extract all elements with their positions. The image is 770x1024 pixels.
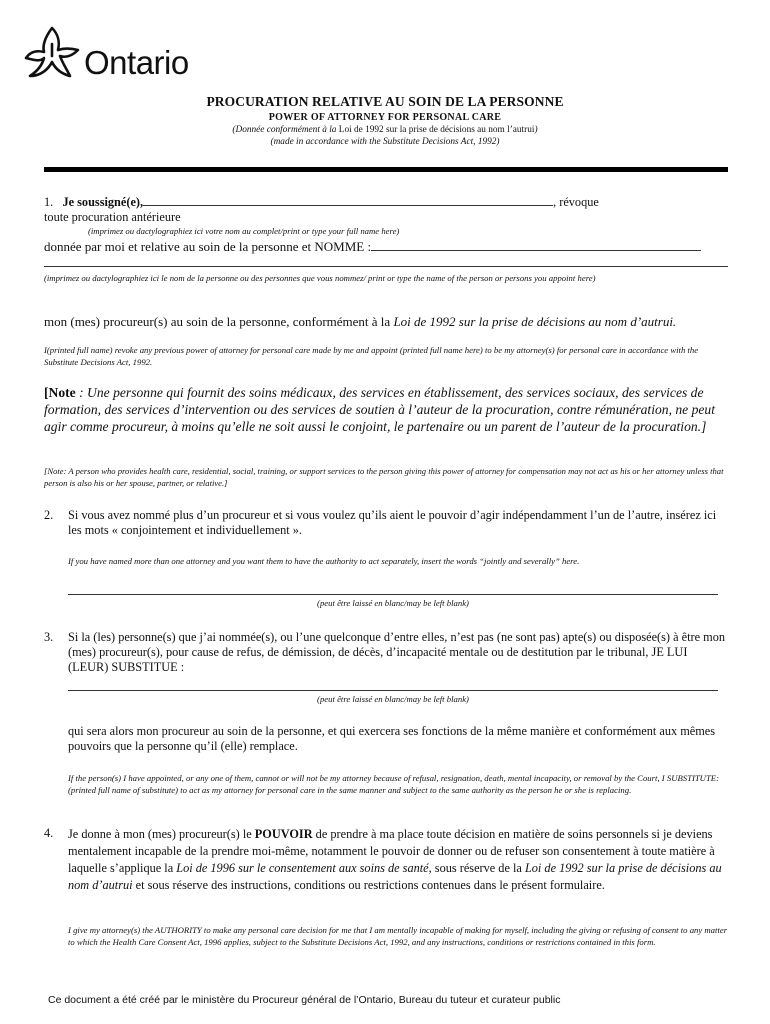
section-2-number: 2. <box>44 508 54 522</box>
section-4-fr: Je donne à mon (mes) procureur(s) le POUVOIR de prendre à ma place toute décision en matière de soins personnels si je deviens mentalement incapable de la prendre moi-même, notamment le pouvoir de donner ou de refuser son consentement à toute matière à laquelle s’applique la Loi de 1996 sur le consentement aux soins de santé, sous réserve de la Loi de 1992 sur la prise de décisions au nom d’autrui et sous réserve des instructions, conditions ou restrictions contenues dans le présent formulaire. <box>68 827 722 892</box>
form-title-en: POWER OF ATTORNEY FOR PERSONAL CARE <box>268 112 502 123</box>
section-3-number: 3. <box>44 630 54 644</box>
section-1-hint-attorney: (imprimez ou dactylographiez ici le nom de la personne ou des personnes que vous nommez/ print or type the name of the person or persons you appoint here) <box>44 273 596 283</box>
form-title-fr: PROCURATION RELATIVE AU SOIN DE LA PERSONNE <box>206 94 564 109</box>
note-en: [Note: A person who provides health care, residential, social, training, or support services to the person giving this power of attorney for compensation may not act as his or her attorney unless that person is also his or her spouse, partner, or relative.] <box>44 466 724 488</box>
full-name-field[interactable] <box>143 195 553 206</box>
section-1-appoint-fr: mon (mes) procureur(s) au soin de la personne, conformément à la Loi de 1992 sur la prise de décisions au nom d’autrui. <box>44 314 677 329</box>
section-3-fr: Si la (les) personne(s) que j’ai nommée(s), ou l’une quelconque d’entre elles, n’est pas (ne sont pas) apte(s) ou disposée(s) à être mon (mes) procureur(s), pour cause de refus, de démission, de décès, d’incapacité mentale ou de destitution par le tribunal, JE LUI (LEUR) SUBSTITUE : <box>68 630 725 674</box>
form-subtitle-fr: (Donnée conformément à la Loi de 1992 sur la prise de décisions au nom l’autrui) <box>232 125 538 135</box>
form-subtitle-en: (made in accordance with the Substitute Decisions Act, 1992) <box>270 137 500 147</box>
section-1-hint-name: (imprimez ou dactylographiez ici votre nom au complet/print or type your full name here) <box>88 226 400 236</box>
footer-credit: Ce document a été créé par le ministère du Procureur général de l’Ontario, Bureau du tuteur et curateur public <box>48 994 561 1006</box>
header-rule <box>44 167 728 172</box>
section-1-nomme: donnée par moi et relative au soin de la personne et NOMME : <box>44 239 728 255</box>
substitute-name-field[interactable] <box>68 682 718 691</box>
section-4-en: I give my attorney(s) the AUTHORITY to make any personal care decision for me that I am mentally incapable of making for myself, including the giving or refusing of consent to any matter to which the Health Care Consent Act, 1996 applies, subject to the Substitute Decisions Act, 1992, and any instructions, conditions or restrictions contained in this form. <box>68 925 728 947</box>
section-2-fr: Si vous avez nommé plus d’un procureur et si vous voulez qu’ils aient le pouvoir d’agir indépendamment l’un de l’autre, insérez ici les mots « conjointement et individuellement ». <box>68 508 717 537</box>
form-title-block <box>0 94 770 147</box>
jointly-severally-field[interactable] <box>68 586 718 595</box>
section-3-fr-continued: qui sera alors mon procureur au soin de la personne, et qui exercera ses fonctions de la même manière et conformément aux mêmes pouvoirs que la personne qu’il (elle) remplace. <box>68 724 716 753</box>
section-3-en: If the person(s) I have appointed, or any one of them, cannot or will not be my attorney because of refusal, resignation, death, mental incapacity, or removal by the Court, I SUBSTITUTE: (printed full name of substitute) to act as my attorney for personal care in the same manner and subject to the same authority as the person he or she is replacing. <box>68 773 719 795</box>
section-1-prior: toute procuration antérieure <box>44 210 181 224</box>
attorney-name-field[interactable] <box>371 240 701 251</box>
attorney-name-field-line-2[interactable] <box>44 258 728 267</box>
trillium-icon <box>22 22 82 82</box>
section-1-line: 1. Je soussigné(e), , révoque <box>44 195 599 209</box>
section-4-number: 4. <box>44 826 54 840</box>
section-2-blank-note: (peut être laissé en blanc/may be left blank) <box>317 598 469 608</box>
section-1-en: I(printed full name) revoke any previous power of attorney for personal care made by me and appoint (printed full name here) to be my attorney(s) for personal care in accordance with the Substitute Decisions Act, 1992. <box>44 345 699 367</box>
section-2-en: If you have named more than one attorney and you want them to have the authority to act separately, insert the words “jointly and severally” here. <box>68 556 580 566</box>
ontario-wordmark: Ontario <box>84 44 189 81</box>
ontario-logo <box>22 22 222 84</box>
note-fr: [Note : Une personne qui fournit des soins médicaux, des services en établissement, des services sociaux, des services de formation, des services d’intervention ou des services de soutien à l’auteur de la procuration, contre rémunération, ne peut agir comme procureur, à moins qu’elle ne soit aussi le conjoint, le partenaire ou un parent de l’auteur de la procuration.] <box>44 385 715 434</box>
section-3-blank-note: (peut être laissé en blanc/may be left blank) <box>317 694 469 704</box>
